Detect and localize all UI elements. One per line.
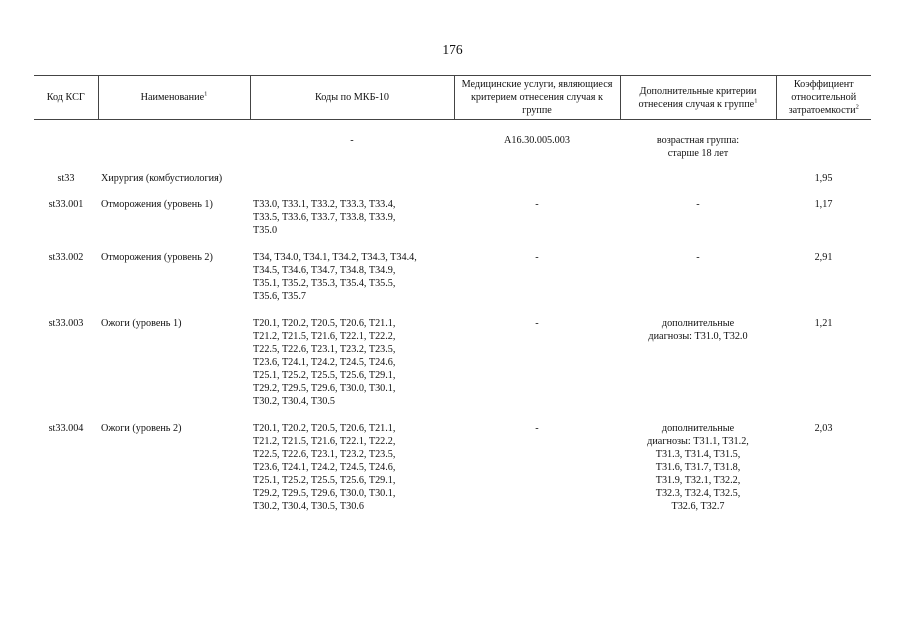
cell-coefficient: 2,91 bbox=[814, 252, 833, 263]
header-name-footnote: 1 bbox=[204, 90, 208, 98]
cell-services: - bbox=[535, 252, 539, 263]
cell-name: Отморожения (уровень 1) bbox=[101, 199, 213, 210]
cell-code: st33.002 bbox=[48, 252, 84, 263]
cell-criteria: - bbox=[696, 252, 700, 263]
cell-name: Ожоги (уровень 2) bbox=[101, 423, 182, 434]
header-icd-label: Коды по МКБ-10 bbox=[314, 92, 390, 103]
cell-services bbox=[454, 172, 620, 198]
cell-services: A16.30.005.003 bbox=[504, 135, 570, 146]
cell-code: st33.004 bbox=[48, 423, 84, 434]
cell-services: - bbox=[535, 318, 539, 329]
cell-icd: - bbox=[350, 135, 354, 146]
header-criteria-footnote: 1 bbox=[754, 97, 758, 105]
cell-criteria bbox=[620, 172, 776, 198]
cell-icd: T20.1, T20.2, T20.5, T20.6, T21.1, T21.2, T21.5, T21.6, T22.1, T22.2, T22.5, T22.6, T23.1, T23.2, T23.5, T23.6, T24.1, T24.2, T24.5, T24.6, T25.1, T25.2, T25.5, T25.6, T29.1, T29.2, T29.5, T29.6, T30.0, T30.1, T30.2, T30.4, T30.5 bbox=[253, 318, 396, 407]
cell-services: - bbox=[535, 423, 539, 434]
cell-services: - bbox=[535, 199, 539, 210]
table-row bbox=[34, 317, 871, 422]
cell-name: Отморожения (уровень 2) bbox=[101, 252, 213, 263]
cell-coefficient: 1,95 bbox=[814, 173, 833, 184]
cell-name: Ожоги (уровень 1) bbox=[101, 318, 182, 329]
header-code bbox=[34, 76, 98, 120]
table-row bbox=[34, 422, 871, 527]
table-row bbox=[34, 198, 871, 251]
cell-coefficient: 1,21 bbox=[814, 318, 833, 329]
header-criteria bbox=[620, 76, 776, 120]
cell-criteria: - bbox=[696, 199, 700, 210]
header-code-label: Код КСГ bbox=[46, 92, 85, 103]
cell-coefficient bbox=[776, 120, 871, 173]
page-number: 176 bbox=[442, 42, 463, 57]
table-header bbox=[34, 76, 871, 120]
header-coefficient bbox=[776, 76, 871, 120]
header-services-label: Медицинские услуги, являющиеся критерием отнесения случая к группе bbox=[461, 79, 613, 116]
cell-criteria: дополнительные диагнозы: T31.0, T32.0 bbox=[648, 318, 748, 342]
cell-code: st33.003 bbox=[48, 318, 84, 329]
cell-code: st33.001 bbox=[48, 199, 84, 210]
header-coefficient-footnote: 2 bbox=[855, 103, 859, 111]
header-name-label: Наименование bbox=[140, 92, 205, 103]
header-services bbox=[454, 76, 620, 120]
header-criteria-label: Дополнительные критерии отнесения случая к группе bbox=[638, 85, 757, 110]
cell-code: st33 bbox=[57, 173, 75, 184]
cell-name: Хирургия (комбустиология) bbox=[101, 173, 223, 184]
header-icd bbox=[250, 76, 454, 120]
cell-icd: T20.1, T20.2, T20.5, T20.6, T21.1, T21.2, T21.5, T21.6, T22.1, T22.2, T22.5, T22.6, T23.1, T23.2, T23.5, T23.6, T24.1, T24.2, T24.5, T24.6, T25.1, T25.2, T25.5, T25.6, T29.1, T29.2, T29.5, T29.6, T30.0, T30.1, T30.2, T30.4, T30.5, T30.6 bbox=[253, 423, 396, 512]
table-row bbox=[34, 120, 871, 173]
ksg-table bbox=[34, 75, 871, 527]
table-row bbox=[34, 251, 871, 317]
cell-code bbox=[34, 120, 98, 173]
table-row bbox=[34, 172, 871, 198]
cell-coefficient: 2,03 bbox=[814, 423, 833, 434]
cell-name bbox=[98, 120, 250, 173]
cell-criteria: дополнительные диагнозы: T31.1, T31.2, T31.3, T31.4, T31.5, T31.6, T31.7, T31.8, T31.9, T32.1, T32.2, T32.3, T32.4, T32.5, T32.6, T32.7 bbox=[647, 423, 749, 512]
header-coefficient-label: Коэффициент относительной затратоемкости bbox=[788, 79, 857, 116]
cell-coefficient: 1,17 bbox=[814, 199, 833, 210]
cell-icd: T33.0, T33.1, T33.2, T33.3, T33.4, T33.5, T33.6, T33.7, T33.8, T33.9, T35.0 bbox=[253, 199, 396, 236]
header-name bbox=[98, 76, 250, 120]
cell-icd: T34, T34.0, T34.1, T34.2, T34.3, T34.4, T34.5, T34.6, T34.7, T34.8, T34.9, T35.1, T35.2, T35.3, T35.4, T35.5, T35.6, T35.7 bbox=[253, 252, 417, 302]
cell-criteria: возрастная группа: старше 18 лет bbox=[656, 135, 740, 159]
